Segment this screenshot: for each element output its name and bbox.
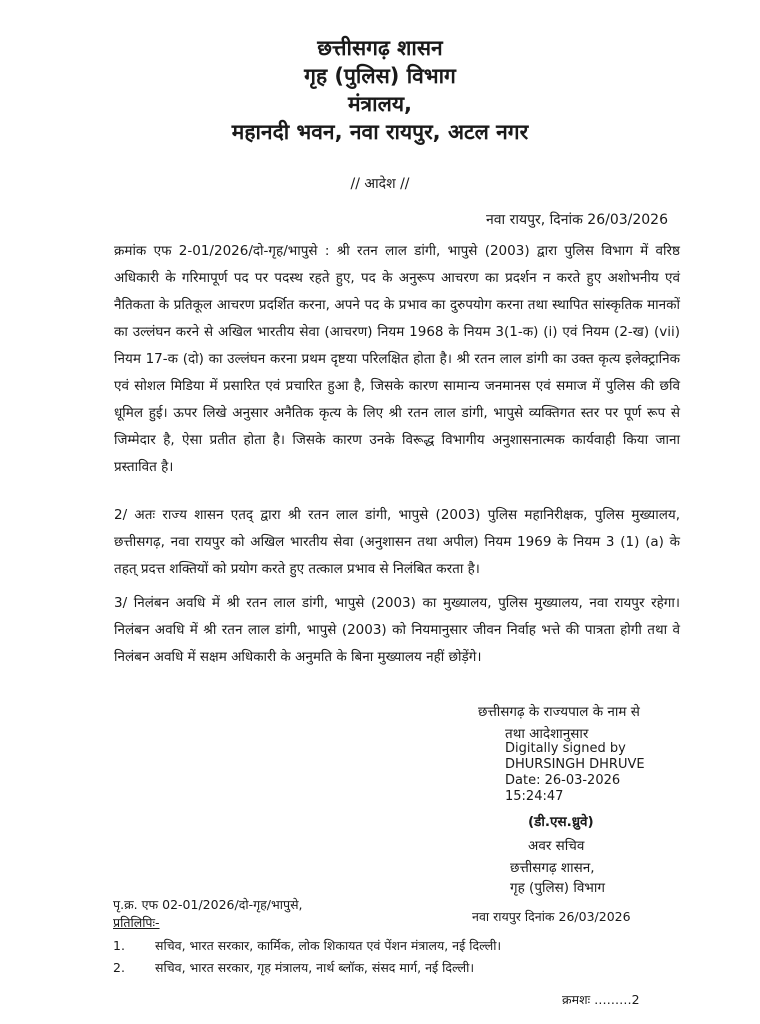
copy-to-label: प्रतिलिपिः- xyxy=(113,915,160,930)
header-department: गृह (पुलिस) विभाग xyxy=(304,64,456,88)
copy-item-number: 1. xyxy=(113,938,125,953)
signatory-government: छत्तीसगढ़ शासन, xyxy=(510,860,595,876)
copy-item-text: सचिव, भारत सरकार, गृह मंत्रालय, नार्थ ब्लॉक, संसद मार्ग, नई दिल्ली। xyxy=(155,960,475,975)
copy-item xyxy=(113,959,474,976)
header-ministry: मंत्रालय, xyxy=(348,92,412,116)
header-government: छत्तीसगढ़ शासन xyxy=(317,36,443,60)
signatory-department: गृह (पुलिस) विभाग xyxy=(510,880,605,896)
order-title: // आदेश // xyxy=(350,176,410,192)
digital-signature-block: Digitally signed by DHURSINGH DHRUVE Date: 26-03-2026 15:24:47 xyxy=(505,741,645,804)
signatory-name: (डी.एस.ध्रुवे) xyxy=(528,814,594,830)
paragraph-2: 2/ अतः राज्य शासन एतद् द्वारा श्री रतन लाल डांगी, भापुसे (2003) पुलिस महानिरीक्षक, पुलिस मुख्यालय, छत्तीसगढ़, नवा रायपुर को अखिल भारतीय सेवा (अनुशासन तथा अपील) नियम 1969 के नियम 3 (1) (a) के तहत् प्रदत्त शक्तियों को प्रयोग करते हुए तत्काल प्रभाव से निलंबित करता है। xyxy=(114,507,680,577)
order-place-date: नवा रायपुर, दिनांक 26/03/2026 xyxy=(485,212,668,228)
signature-order-line: तथा आदेशानुसार xyxy=(505,726,589,742)
endorsement-date: नवा रायपुर दिनांक 26/03/2026 xyxy=(472,909,631,924)
header-address: महानदी भवन, नवा रायपुर, अटल नगर xyxy=(231,120,529,144)
paragraph-3: 3/ निलंबन अवधि में श्री रतन लाल डांगी, भापुसे (2003) का मुख्यालय, पुलिस मुख्यालय, नवा रायपुर रहेगा। निलंबन अवधि में श्री रतन लाल डांगी, भापुसे (2003) को नियमानुसार जीवन निर्वाह भत्ते की पात्रता होगी तथा वे निलंबन अवधि में सक्षम अधिकारी के अनुमति के बिना मुख्यालय नहीं छोड़ेंगे। xyxy=(114,595,680,665)
signatory-designation: अवर सचिव xyxy=(528,838,585,854)
copy-item-text: सचिव, भारत सरकार, कार्मिक, लोक शिकायत एवं पेंशन मंत्रालय, नई दिल्ली। xyxy=(155,938,502,953)
signature-authority: छत्तीसगढ़ के राज्यपाल के नाम से xyxy=(478,704,640,720)
copy-item xyxy=(113,937,501,954)
copy-item-number: 2. xyxy=(113,960,125,975)
continued-marker: क्रमशः ………2 xyxy=(562,992,640,1007)
endorsement-reference: पृ.क्र. एफ 02-01/2026/दो-गृह/भापुसे, xyxy=(113,897,303,912)
paragraph-1: क्रमांक एफ 2-01/2026/दो-गृह/भापुसे : श्री रतन लाल डांगी, भापुसे (2003) द्वारा पुलिस विभाग में वरिष्ठ अधिकारी के गरिमापूर्ण पद पर पदस्थ रहते हुए, पद के अनुरूप आचरण का प्रदर्शन न करते हुए अशोभनीय एवं नैतिकता के प्रतिकूल आचरण प्रदर्शित करना, अपने पद के प्रभाव का दुरुपयोग करना तथा स्थापित सांस्कृतिक मानकों का उल्लंघन करने से अखिल भारतीय सेवा (आचरण) नियम 1968 के नियम 3(1-क) (i) एवं नियम (2-ख) (vii) नियम 17-क (दो) का उल्लंघन करना प्रथम दृष्टया परिलक्षित होता है। श्री रतन लाल डांगी का उक्त कृत्य इलेक्ट्रानिक एवं सोशल मिडिया में प्रसारित एवं प्रचारित हुआ है, जिसके कारण सामान्य जनमानस एवं समाज में पुलिस की छवि धूमिल हुई। ऊपर लिखे अनुसार अनैतिक कृत्य के लिए श्री रतन लाल डांगी, भापुसे व्यक्तिगत स्तर पर पूर्ण रूप से जिम्मेदार है, ऐसा प्रतीत होता है। जिसके कारण उनके विरूद्ध विभागीय अनुशासनात्मक कार्यवाही किया जाना प्रस्तावित है। xyxy=(114,243,681,475)
